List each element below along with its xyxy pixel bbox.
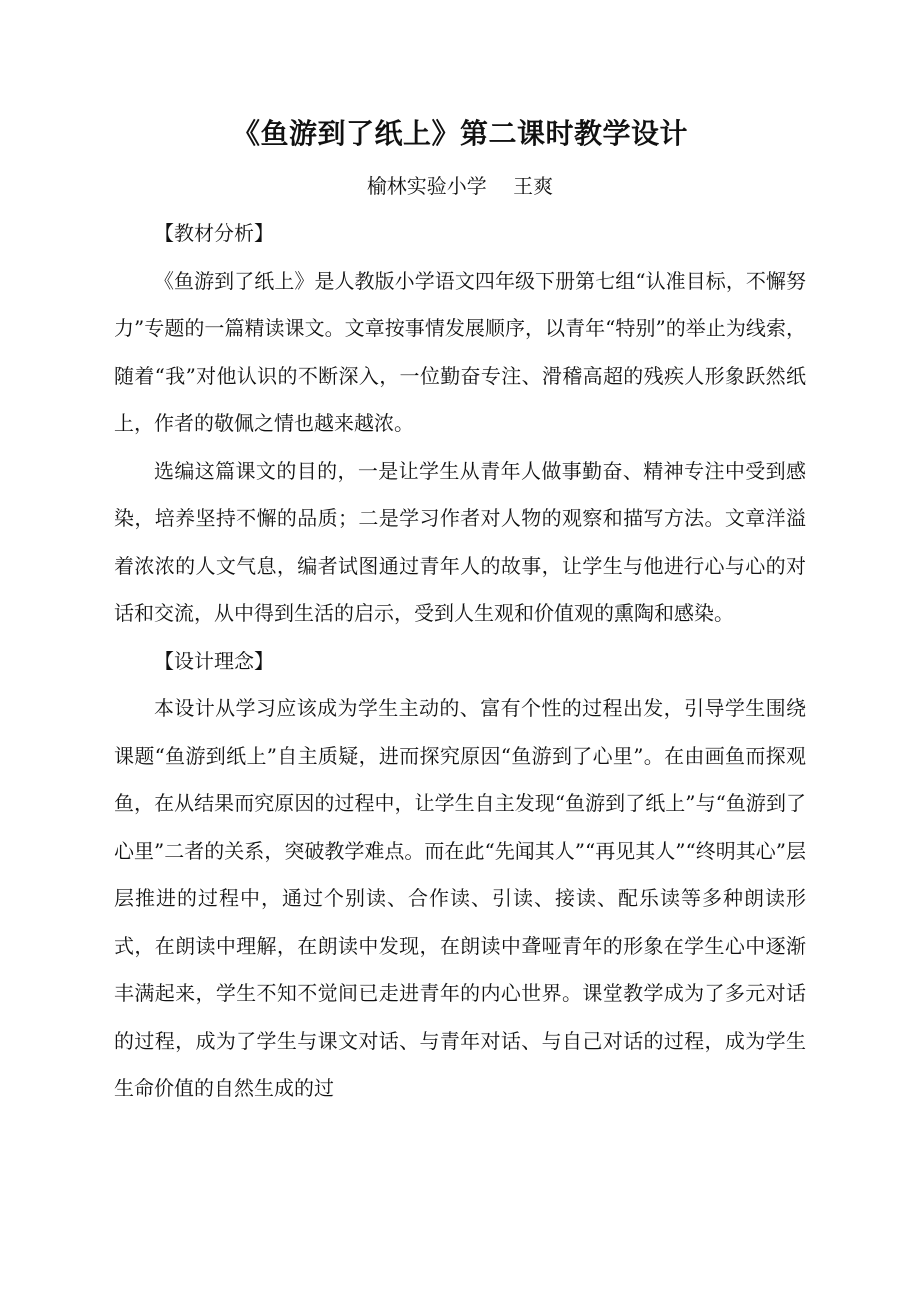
document-body: [114, 210, 806, 1113]
paragraph: 《鱼游到了纸上》是人教版小学语文四年级下册第七组“认准目标，不懈努力”专题的一篇精读课文。文章按事情发展顺序，以青年“特别”的举止为线索，随着“我”对他认识的不断深入，一位勤奋专注、滑稽高超的残疾人形象跃然纸上，作者的敬佩之情也越来越浓。: [114, 268, 806, 435]
section-heading-textbook-analysis: 【教材分析】: [154, 221, 274, 245]
paragraph: 本设计从学习应该成为学生主动的、富有个性的过程出发，引导学生围绕课题“鱼游到纸上”自主质疑，进而探究原因“鱼游到了心里”。在由画鱼而探观鱼，在从结果而究原因的过程中，让学生自主发现“鱼游到了纸上”与“鱼游到了心里”二者的关系，突破教学难点。而在此“先闻其人”“再见其人”“终明其心”层层推进的过程中，通过个别读、合作读、引读、接读、配乐读等多种朗读形式，在朗读中理解，在朗读中发现，在朗读中聋哑青年的形象在学生心中逐渐丰满起来，学生不知不觉间已走进青年的内心世界。课堂教学成为了多元对话的过程，成为了学生与课文对话、与青年对话、与自己对话的过程，成为学生生命价值的自然生成的过: [114, 696, 806, 1100]
paragraph: 选编这篇课文的目的，一是让学生从青年人做事勤奋、精神专注中受到感染，培养坚持不懈的品质；二是学习作者对人物的观察和描写方法。文章洋溢着浓浓的人文气息，编者试图通过青年人的故事，让学生与他进行心与心的对话和交流，从中得到生活的启示，受到人生观和价值观的熏陶和感染。: [114, 458, 806, 625]
document-author: 榆林实验小学 王爽: [366, 174, 554, 198]
section-heading-design-concept: 【设计理念】: [154, 648, 274, 673]
document-title: 《鱼游到了纸上》第二课时教学设计: [231, 117, 688, 150]
